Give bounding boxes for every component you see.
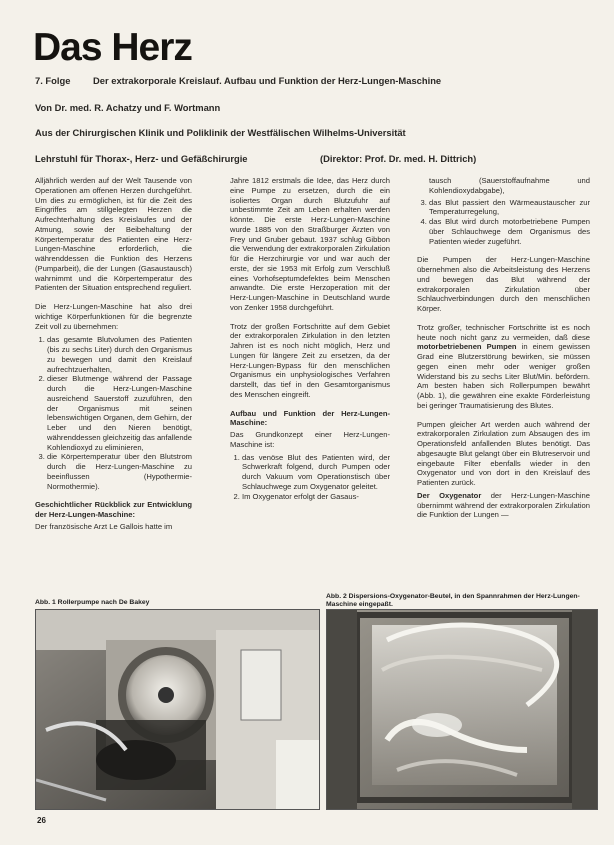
section-heading: Aufbau und Funktion der Herz-Lungen-Maschine: — [230, 408, 390, 428]
paragraph: Alljährlich werden auf der Welt Tausende von Operationen am offenen Herzen durchgeführt. Um dies zu ermöglichen, ist für die Zeit des Eingriffes am stillgelegten Herzen die Aufrechterhaltung des Kreislaufes und der Atmung, sowie der Beibehaltung der Körpertemperatur des Patienten eine Herz-Lungen-Maschine erforderlich, die währenddessen die Funktion des Herzens (Pumparbeit), die der Lungen (Gasaustausch) wahrnimmt und die Körpertemperatur des Patienten der Situation entsprechend reguliert. — [35, 176, 192, 293]
list-item: 2. dieser Blutmenge während der Passage durch die Herz-Lungen-Maschine ausreichend Sauerstoff zuzuführen, den der Organismus mit seinen lebenswichtigen Organen, dem Gehirn, der Leber und den Nieren benötigt, währenddessen gleichzeitig das anfallende Kohlendioxyd zu eliminieren, — [47, 374, 192, 452]
list-item: 1. das gesamte Blutvolumen des Patienten (bis zu sechs Liter) durch den Organismus zu bewegen und damit den Kreislauf aufrechtzuerhalten, — [47, 335, 192, 374]
figure-1-photo — [35, 609, 320, 810]
roller-pump-illustration — [36, 610, 319, 809]
article-title: Das Herz — [33, 26, 192, 69]
column-2 — [230, 176, 390, 510]
paragraph: Trotz der großen Fortschritte auf dem Gebiet der extrakorporalen Zirkulation in den letzten Jahren ist es noch nicht möglich, Herz und Lungen für längere Zeit zu ersetzen, da der Herz-Lungen-Bypass für den menschlichen Organismus ein unphysiologisches Verfahren darstellt, das tief in den Gesamtorganismus des Menschen eingreift. — [230, 321, 390, 399]
text-run: der Herz-Lungen-Maschine übernimmt während der extrakorporalen Zirkulation die Funktion der Lungen — — [417, 490, 590, 520]
figure-2-caption: Abb. 2 Dispersions-Oxygenator-Beutel, in den Spannrahmen der Herz-Lungen-Maschine eingepaßt. — [326, 593, 580, 608]
list-item: 3. die Körpertemperatur über den Blutstrom durch die Herz-Lungen-Maschine zu beeinflussen (Hypothermie-Normothermie). — [47, 452, 192, 491]
chair-line — [35, 153, 477, 164]
figure-2-photo — [326, 609, 598, 810]
director: (Direktor: Prof. Dr. med. H. Dittrich) — [320, 153, 477, 164]
series-line — [35, 75, 441, 86]
concept-list-continued — [417, 176, 590, 196]
list-item: 1. das venöse Blut des Patienten wird, der Schwerkraft folgend, durch Pumpen oder durch Vakuum vom Operationstisch über Schlauchwege zum Oxygenator geleitet. — [242, 453, 390, 492]
emphasis: motorbetriebenen Pumpen — [417, 342, 517, 352]
paragraph: Das Grundkonzept einer Herz-Lungen-Maschine ist: — [230, 430, 390, 449]
column-1 — [35, 176, 192, 541]
series-number: 7. Folge — [35, 75, 71, 86]
institution: Aus der Chirurgischen Klinik und Poliklinik der Westfälischen Wilhelms-Universität — [35, 127, 406, 138]
text-run: Trotz großer, technischer Fortschritte ist es noch heute noch nicht ganz zu vermeiden, daß diese — [417, 322, 590, 342]
page-number: 26 — [37, 816, 46, 825]
function-list — [35, 335, 192, 491]
figure-1-caption: Abb. 1 Rollerpumpe nach De Bakey — [35, 599, 150, 606]
list-item: tausch (Sauerstoffaufnahme und Kohlendioxydabgabe), — [429, 176, 590, 195]
oxygenator-illustration — [327, 610, 597, 809]
paragraph: Die Herz-Lungen-Maschine hat also drei wichtige Körperfunktionen für die begrenzte Zeit voll zu übernehmen: — [35, 302, 192, 331]
paragraph: Die Pumpen der Herz-Lungen-Maschine übernehmen also die Arbeitsleistung des Herzens und bewegen das Blut während der extrakorporalen Zirkulation über Schlauchverbindungen durch den menschlichen Körper. — [417, 255, 590, 313]
paragraph — [417, 323, 590, 411]
list-item: 3. das Blut passiert den Wärmeaustauscher zur Temperaturregelung, — [429, 198, 590, 218]
paragraph: Jahre 1812 erstmals die Idee, das Herz durch eine Pumpe zu ersetzen, durch die ein isoliertes Organ durch Blutzufuhr auf unbestimmte Zeit am Leben erhalten werden könnte. Die erste Herz-Lungen-Maschine wurde 1885 von den Straßburger Ärzten von Frey und Gruber gebaut. 1937 schlug Gibbon die Verwendung der extrakorporalen Zirkulation für die Herzchirurgie vor und war auch der erste, der sie 1953 mit Erfolg zum Verschluß eines Vorhofseptumdefektes beim Menschen anwandte. Die erste Herzoperation mit der Herz-Lungen-Maschine in Deutschland wurde von Zenker 1958 durchgeführt. — [230, 176, 390, 312]
column-3 — [417, 176, 590, 529]
concept-list-continued — [417, 198, 590, 247]
emphasis: Der Oxygenator — [417, 490, 482, 500]
text-run: in einem gewissen Grad eine Blutzerstörung bewirken, sie müssen gegen einen mehr oder weniger großen Widerstand bis zu sechs Liter Blut/Min. befördern. Am besten haben sich Rollerpumpen bewährt (Abb. 1), die gewähren eine exakte Förderleistung bei geringer Traumatisierung des Blutes. — [417, 342, 590, 410]
authors: Von Dr. med. R. Achatzy und F. Wortmann — [35, 102, 221, 113]
section-heading: Geschichtlicher Rückblick zur Entwicklung der Herz-Lungen-Maschine: — [35, 500, 192, 519]
paragraph: Der französische Arzt Le Gallois hatte im — [35, 521, 173, 531]
list-item: 2. Im Oxygenator erfolgt der Gasaus- — [242, 492, 390, 502]
concept-list — [230, 453, 390, 502]
series-topic: Der extrakorporale Kreislauf. Aufbau und Funktion der Herz-Lungen-Maschine — [93, 75, 442, 86]
paragraph: Pumpen gleicher Art werden auch während der extrakorporalen Zirkulation zum Absaugen des im Operationsfeld anfallenden Blutes benötigt. Das abgesaugte Blut gelangt über ein Blutreservoir und eingebaute Filter ebenfalls wieder in den Oxygenator und von dort in den Kreislauf des Patienten zurück. — [417, 419, 590, 487]
paragraph — [417, 491, 590, 520]
list-item: 4. das Blut wird durch motorbetriebene Pumpen über Schlauchwege dem Organismus des Patienten wieder zugeführt. — [429, 217, 590, 246]
chair: Lehrstuhl für Thorax-, Herz- und Gefäßchirurgie — [35, 153, 248, 164]
